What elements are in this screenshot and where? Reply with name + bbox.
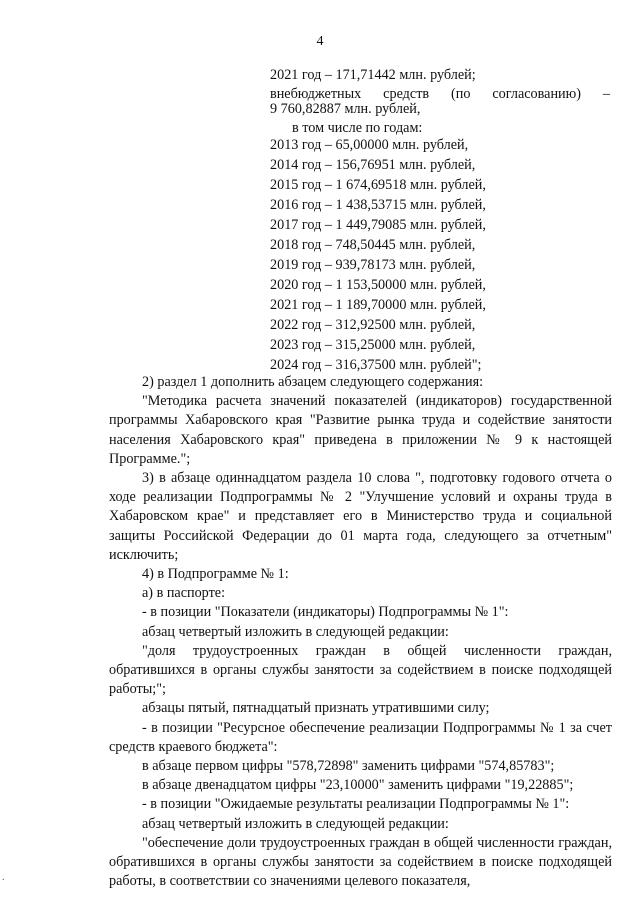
paragraph: абзац четвертый изложить в следующей редакции:	[142, 623, 449, 640]
scan-mark: .	[2, 872, 5, 883]
paragraph: 3) в абзаце одиннадцатом раздела 10 слова ", подготовку годового отчета о ходе реализации Подпрограммы № 2 "Улучшение условий и охраны труда в Хабаровском крае" и представляет его в Министерство труда и социальной защиты Российской Федерации до 01 марта года, следующего за отчетным" исключить;	[109, 470, 612, 563]
paragraph: абзацы пятый, пятнадцатый признать утратившими силу;	[142, 700, 490, 717]
paragraph: "обеспечение доли трудоустроенных граждан в общей численности граждан, обратившихся в органы службы занятости за содействием в поиске подходящей работы, в соответствии со значениями целевого показателя,	[109, 834, 612, 890]
paragraph: - в позиции "Показатели (индикаторы) Подпрограммы № 1":	[142, 604, 509, 621]
year-line: 2017 год – 1 449,79085 млн. рублей,	[270, 217, 486, 233]
funding-top-block	[270, 66, 610, 138]
year-line: 2024 год – 316,37500 млн. рублей";	[270, 357, 482, 373]
year-line: 2020 год – 1 153,50000 млн. рублей,	[270, 277, 486, 293]
paragraph: "доля трудоустроенных граждан в общей численности граждан, обратившихся в органы службы занятости за содействием в поиске подходящей работы;";	[109, 642, 612, 698]
paragraph: в абзаце двенадцатом цифры "23,10000" заменить цифрами "19,22885";	[142, 777, 574, 794]
year-line: 2023 год – 315,25000 млн. рублей,	[270, 337, 476, 353]
year-line: 2016 год – 1 438,53715 млн. рублей,	[270, 197, 486, 213]
funding-line: 2021 год – 171,71442 млн. рублей;	[270, 67, 476, 83]
year-line: 2022 год – 312,92500 млн. рублей,	[270, 317, 476, 333]
year-line: 2013 год – 65,00000 млн. рублей,	[270, 137, 469, 153]
year-line: 2019 год – 939,78173 млн. рублей,	[270, 257, 476, 273]
year-line: 2021 год – 1 189,70000 млн. рублей,	[270, 297, 486, 313]
year-line: 2014 год – 156,76951 млн. рублей,	[270, 157, 476, 173]
paragraph: а) в паспорте:	[142, 585, 226, 602]
paragraph: 2) раздел 1 дополнить абзацем следующего содержания:	[142, 374, 484, 390]
funding-line: в том числе по годам:	[292, 120, 423, 136]
page-number: 4	[316, 34, 324, 49]
document-body	[109, 373, 612, 891]
paragraph: в абзаце первом цифры "578,72898" заменить цифрами "574,85783";	[142, 758, 555, 775]
paragraph: - в позиции "Ресурсное обеспечение реализации Подпрограммы № 1 за счет средств краевого бюджета":	[109, 719, 612, 755]
year-line: 2018 год – 748,50445 млн. рублей,	[270, 237, 476, 253]
funding-line: внебюджетных средств (по согласованию) –	[270, 86, 610, 102]
paragraph: - в позиции "Ожидаемые результаты реализации Подпрограммы № 1":	[142, 796, 570, 813]
paragraph: 4) в Подпрограмме № 1:	[142, 566, 289, 583]
funding-line: 9 760,82887 млн. рублей,	[270, 101, 421, 117]
year-line: 2015 год – 1 674,69518 млн. рублей,	[270, 177, 486, 193]
paragraph: абзац четвертый изложить в следующей редакции:	[142, 815, 449, 832]
paragraph: "Методика расчета значений показателей (индикаторов) государственной программы Хабаровского края "Развитие рынка труда и содействие занятости населения Хабаровского края" приведена в приложении № 9 к настоящей Программе.";	[109, 393, 612, 467]
